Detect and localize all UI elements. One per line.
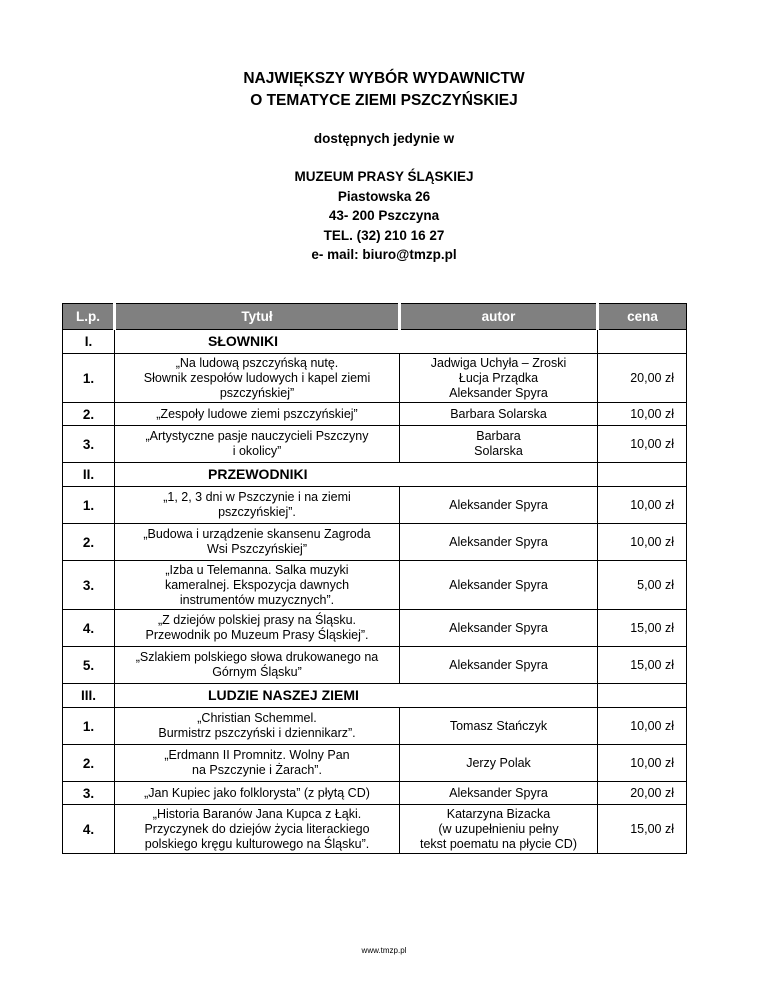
row-number: 3.	[63, 561, 115, 610]
column-header-lp: L.p.	[63, 304, 115, 330]
book-price: 15,00 zł	[598, 610, 687, 647]
title-line: kameralnej. Ekspozycja dawnych	[164, 577, 350, 592]
book-title	[115, 647, 400, 684]
author-line: Katarzyna Bizacka	[446, 806, 551, 821]
section-name: LUDZIE NASZEJ ZIEMI	[115, 684, 598, 708]
title-line: „Budowa i urządzenie skansenu Zagroda	[143, 527, 371, 541]
author-line: Barbara Solarska	[450, 406, 547, 421]
section-row	[63, 463, 687, 487]
author-line: Aleksander Spyra	[449, 785, 548, 800]
book-price: 15,00 zł	[598, 805, 687, 854]
title-line: pszczyńskiej”	[219, 385, 295, 400]
table-row	[63, 403, 687, 426]
column-header-author: autor	[400, 304, 598, 330]
street-address: Piastowska 26	[337, 188, 431, 204]
book-price: 10,00 zł	[598, 524, 687, 561]
table-row	[63, 524, 687, 561]
book-title	[115, 561, 400, 610]
title-line: „Christian Schemmel.	[197, 711, 317, 725]
title-line: instrumentów muzycznych”.	[179, 592, 335, 607]
author-line: (w uzupełnieniu pełny	[438, 821, 559, 836]
section-price-cell	[598, 684, 687, 708]
book-title	[115, 745, 400, 782]
row-number: 1.	[63, 708, 115, 745]
title-line: Słownik zespołów ludowych i kapel ziemi	[143, 370, 371, 385]
section-name: SŁOWNIKI	[115, 330, 598, 354]
table-row	[63, 782, 687, 805]
author-line: Jerzy Polak	[466, 755, 531, 770]
section-name: PRZEWODNIKI	[115, 463, 598, 487]
book-author	[400, 745, 598, 782]
table-row	[63, 805, 687, 854]
postal-city: 43- 200 Pszczyna	[328, 208, 440, 223]
row-number: 5.	[63, 647, 115, 684]
title-line: pszczyńskiej”.	[218, 505, 296, 519]
title-line: „Historia Baranów Jana Kupca z Łąki.	[152, 806, 362, 821]
title-line: Przyczynek do dziejów życia literackiego	[144, 821, 370, 836]
author-line: Aleksander Spyra	[449, 577, 548, 592]
author-line: Tomasz Stańczyk	[449, 718, 548, 733]
book-title	[115, 708, 400, 745]
book-price: 15,00 zł	[598, 647, 687, 684]
table-row	[63, 487, 687, 524]
book-price: 5,00 zł	[598, 561, 687, 610]
book-author	[400, 782, 598, 805]
section-row	[63, 684, 687, 708]
footer-url: www.tmzp.pl	[361, 946, 407, 955]
title-line: polskiego kręgu kulturowego na Śląsku”.	[144, 836, 370, 851]
title-line: Wsi Pszczyńskiej”	[206, 542, 307, 556]
book-title	[115, 487, 400, 524]
book-title	[115, 426, 400, 463]
book-price: 10,00 zł	[598, 745, 687, 782]
row-number: 4.	[63, 610, 115, 647]
book-author	[400, 354, 598, 403]
title-line: „Zespoły ludowe ziemi pszczyńskiej”	[156, 406, 358, 421]
title-line: „Szlakiem polskiego słowa drukowanego na	[135, 650, 379, 664]
book-price: 20,00 zł	[598, 782, 687, 805]
document-title	[0, 68, 768, 112]
section-number: II.	[63, 463, 115, 487]
book-title	[115, 805, 400, 854]
author-line: Jadwiga Uchyła – Zroski	[430, 355, 567, 370]
book-title	[115, 524, 400, 561]
row-number: 3.	[63, 782, 115, 805]
address-block	[0, 167, 768, 265]
author-line: Aleksander Spyra	[449, 385, 548, 400]
row-number: 4.	[63, 805, 115, 854]
book-price: 10,00 zł	[598, 426, 687, 463]
table-row	[63, 647, 687, 684]
author-line: Łucja Prządka	[458, 370, 539, 385]
table-body	[63, 330, 687, 854]
table-row	[63, 561, 687, 610]
title-line: Przewodnik po Muzeum Prasy Śląskiej”.	[145, 628, 369, 642]
author-line: tekst poematu na płycie CD)	[419, 836, 577, 851]
author-line: Aleksander Spyra	[449, 620, 548, 635]
email-address: e- mail: biuro@tmzp.pl	[311, 247, 457, 262]
book-price: 10,00 zł	[598, 708, 687, 745]
table-row	[63, 745, 687, 782]
section-number: III.	[63, 684, 115, 708]
table-row	[63, 610, 687, 647]
table-row	[63, 708, 687, 745]
book-author	[400, 524, 598, 561]
title-line: Górnym Śląsku”	[212, 665, 302, 679]
book-author	[400, 805, 598, 854]
author-line: Aleksander Spyra	[449, 657, 548, 672]
book-author	[400, 647, 598, 684]
book-author	[400, 561, 598, 610]
row-number: 2.	[63, 403, 115, 426]
row-number: 3.	[63, 426, 115, 463]
section-number: I.	[63, 330, 115, 354]
row-number: 2.	[63, 524, 115, 561]
author-line: Aleksander Spyra	[449, 497, 548, 512]
author-line: Aleksander Spyra	[449, 534, 548, 549]
table-row	[63, 354, 687, 403]
title-line: „Na ludową pszczyńską nutę.	[175, 355, 339, 370]
book-title	[115, 782, 400, 805]
book-author	[400, 403, 598, 426]
title-line: Burmistrz pszczyński i dziennikarz”.	[158, 726, 356, 740]
section-price-cell	[598, 330, 687, 354]
title-line: „Artystyczne pasje nauczycieli Pszczyny	[145, 429, 369, 443]
row-number: 1.	[63, 487, 115, 524]
book-title	[115, 610, 400, 647]
book-author	[400, 708, 598, 745]
row-number: 2.	[63, 745, 115, 782]
title-line: „1, 2, 3 dni w Pszczynie i na ziemi	[163, 490, 351, 504]
column-header-price: cena	[598, 304, 687, 330]
book-author	[400, 610, 598, 647]
title-line: „Jan Kupiec jako folklorysta” (z płytą CD)	[144, 785, 370, 800]
book-price: 10,00 zł	[598, 487, 687, 524]
author-line: Solarska	[474, 444, 523, 458]
book-title	[115, 354, 400, 403]
book-price: 10,00 zł	[598, 403, 687, 426]
section-row	[63, 330, 687, 354]
book-author	[400, 426, 598, 463]
table-row	[63, 426, 687, 463]
title-line: „Erdmann II Promnitz. Wolny Pan	[164, 748, 350, 762]
title-line-2: O TEMATYCE ZIEMI PSZCZYŃSKIEJ	[250, 92, 518, 109]
title-line: „Izba u Telemanna. Salka muzyki	[165, 562, 349, 577]
author-line: Barbara	[476, 429, 521, 443]
title-line: i okolicy”	[232, 444, 282, 458]
book-price: 20,00 zł	[598, 354, 687, 403]
subtitle: dostępnych jedynie w	[313, 131, 455, 146]
title-line-1: NAJWIĘKSZY WYBÓR WYDAWNICTW	[243, 70, 525, 87]
book-title	[115, 403, 400, 426]
publications-table	[62, 303, 687, 854]
table-header-row	[63, 304, 687, 330]
museum-name: MUZEUM PRASY ŚLĄSKIEJ	[294, 169, 474, 184]
title-line: „Z dziejów polskiej prasy na Śląsku.	[158, 613, 356, 627]
column-header-title: Tytuł	[115, 304, 400, 330]
phone-number: TEL. (32) 210 16 27	[323, 227, 445, 243]
title-line: na Pszczynie i Żarach”.	[192, 763, 322, 777]
section-price-cell	[598, 463, 687, 487]
row-number: 1.	[63, 354, 115, 403]
book-author	[400, 487, 598, 524]
